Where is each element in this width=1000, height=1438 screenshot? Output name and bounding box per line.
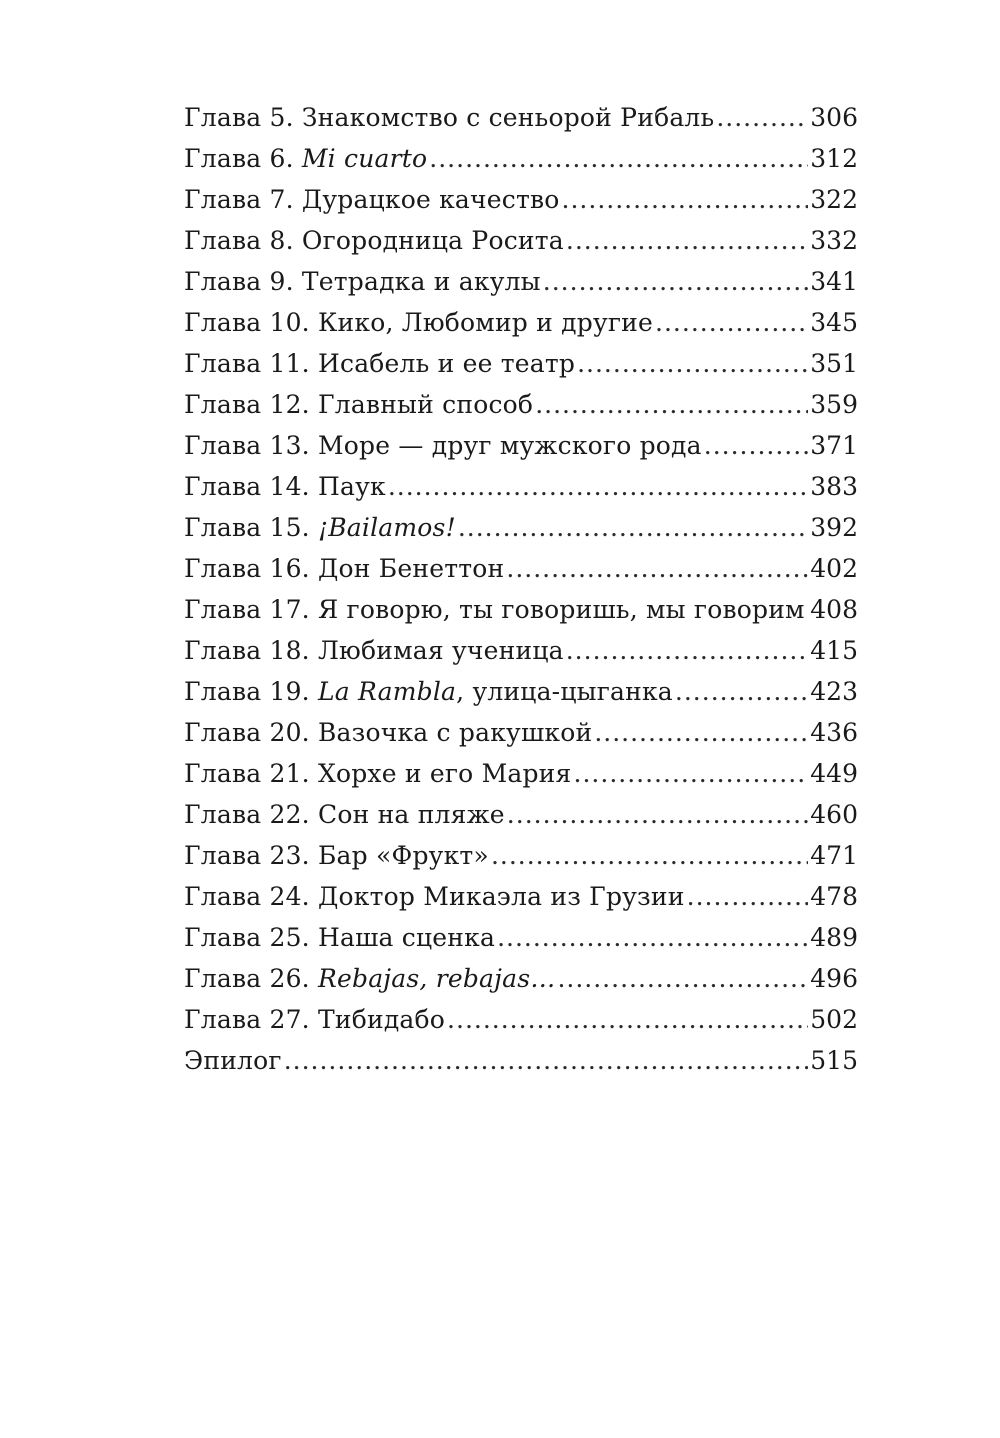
toc-entry-prefix: Глава 14.: [184, 472, 318, 501]
toc-entry-page-number: 371: [810, 431, 858, 460]
toc-entry-prefix: Глава 21.: [184, 759, 318, 788]
toc-entry-name: Вазочка с ракушкой: [317, 718, 593, 747]
toc-entry-prefix: Глава 26.: [184, 964, 318, 993]
toc-entry-page-number: 345: [810, 308, 858, 337]
toc-entry-title: [184, 302, 653, 343]
toc-entry-page-number: 341: [810, 267, 858, 296]
toc-entry-title: [184, 179, 560, 220]
toc-entry-title: [184, 343, 575, 384]
toc-entry-title: [184, 97, 714, 138]
toc-entry-prefix: Глава 11.: [184, 349, 318, 378]
toc-entry-page-number: 515: [810, 1046, 858, 1075]
toc-entry-page-number: 436: [810, 718, 858, 747]
toc-entry: [184, 630, 858, 671]
toc-entry-prefix: Глава 12.: [184, 390, 318, 419]
toc-entry-name: Сон на пляже: [317, 800, 505, 829]
toc-entry-page-number: 402: [810, 554, 858, 583]
dot-leader: [655, 302, 808, 343]
toc-entry-title: [184, 671, 673, 712]
table-of-contents: [184, 97, 858, 1081]
toc-entry-title: [184, 589, 805, 630]
toc-entry-name: La Rambla: [317, 677, 457, 706]
toc-entry-title: [184, 630, 564, 671]
toc-entry-page-number: 502: [810, 1005, 858, 1034]
toc-entry: [184, 261, 858, 302]
dot-leader: [557, 958, 808, 999]
toc-entry-page-number: 449: [810, 759, 858, 788]
toc-entry-page-number: 460: [810, 800, 858, 829]
dot-leader: [566, 630, 809, 671]
toc-entry-name: Кико, Любомир и другие: [317, 308, 654, 337]
toc-entry-name: Mi cuarto: [301, 144, 428, 173]
dot-leader: [535, 384, 808, 425]
toc-entry-prefix: Глава 22.: [184, 800, 318, 829]
toc-entry-prefix: Глава 25.: [184, 923, 318, 952]
dot-leader: [429, 138, 808, 179]
toc-entry-page-number: 312: [810, 144, 858, 173]
toc-entry: [184, 384, 858, 425]
toc-entry-name: Знакомство с сеньорой Рибаль: [301, 103, 715, 132]
toc-entry-name: Дурацкое качество: [301, 185, 560, 214]
toc-entry: [184, 220, 858, 261]
toc-entry-name: Наша сценка: [317, 923, 496, 952]
toc-entry-title: [184, 1040, 282, 1081]
toc-entry-title: [184, 507, 456, 548]
toc-entry-prefix: Глава 7.: [184, 185, 302, 214]
toc-entry-page-number: 351: [810, 349, 858, 378]
toc-entry-name: Доктор Микаэла из Грузии: [317, 882, 685, 911]
toc-entry-title: [184, 261, 541, 302]
dot-leader: [491, 835, 808, 876]
toc-entry-page-number: 423: [810, 677, 858, 706]
dot-leader: [543, 261, 809, 302]
toc-entry-title: [184, 835, 489, 876]
toc-entry: [184, 302, 858, 343]
toc-entry-prefix: Глава 8.: [184, 226, 302, 255]
toc-entry: [184, 1040, 858, 1081]
toc-entry-prefix: Глава 18.: [184, 636, 318, 665]
toc-entry-title: [184, 384, 533, 425]
toc-entry-title: [184, 466, 386, 507]
toc-entry-prefix: Глава 17.: [184, 595, 318, 624]
toc-entry-title: [184, 425, 702, 466]
toc-entry: [184, 753, 858, 794]
toc-entry-prefix: Глава 10.: [184, 308, 318, 337]
toc-entry-page-number: 489: [810, 923, 858, 952]
toc-entry-name: Хорхе и его Мария: [317, 759, 572, 788]
toc-entry: [184, 548, 858, 589]
toc-entry: [184, 179, 858, 220]
toc-entry-page-number: 415: [810, 636, 858, 665]
dot-leader: [675, 671, 808, 712]
toc-entry-page-number: 306: [810, 103, 858, 132]
dot-leader: [704, 425, 809, 466]
toc-entry-title: [184, 712, 592, 753]
dot-leader: [574, 753, 809, 794]
toc-entry-page-number: 471: [810, 841, 858, 870]
toc-entry: [184, 466, 858, 507]
dot-leader: [807, 589, 809, 630]
toc-entry-name: Исабель и ее театр: [317, 349, 576, 378]
toc-entry-prefix: Глава 15.: [184, 513, 318, 542]
toc-entry-name: Главный способ: [317, 390, 534, 419]
toc-entry-title: [184, 753, 572, 794]
dot-leader: [497, 917, 808, 958]
toc-entry: [184, 917, 858, 958]
toc-entry-title: [184, 876, 685, 917]
toc-entry: [184, 138, 858, 179]
toc-entry: [184, 507, 858, 548]
toc-entry-page-number: 322: [810, 185, 858, 214]
toc-entry: [184, 343, 858, 384]
toc-entry-page-number: 359: [810, 390, 858, 419]
toc-entry-title: [184, 794, 505, 835]
dot-leader: [716, 97, 808, 138]
toc-entry-title: [184, 548, 504, 589]
dot-leader: [594, 712, 808, 753]
toc-entry: [184, 589, 858, 630]
toc-entry-suffix: , улица-цыганка: [456, 677, 673, 706]
toc-entry-name: Море — друг мужского рода: [317, 431, 702, 460]
dot-leader: [507, 794, 808, 835]
toc-entry-title: [184, 999, 445, 1040]
toc-entry-prefix: Глава 20.: [184, 718, 318, 747]
toc-entry-name: Дон Бенеттон: [317, 554, 505, 583]
dot-leader: [447, 999, 808, 1040]
toc-entry-name: Паук: [317, 472, 386, 501]
toc-entry: [184, 97, 858, 138]
toc-entry-title: [184, 220, 564, 261]
toc-entry-prefix: Глава 6.: [184, 144, 302, 173]
toc-entry-name: ¡Bailamos!: [317, 513, 456, 542]
toc-entry-prefix: Глава 24.: [184, 882, 318, 911]
toc-entry-page-number: 478: [810, 882, 858, 911]
dot-leader: [566, 220, 808, 261]
dot-leader: [284, 1040, 809, 1081]
toc-entry: [184, 671, 858, 712]
toc-entry-title: [184, 138, 427, 179]
toc-entry-title: [184, 917, 495, 958]
toc-entry: [184, 999, 858, 1040]
toc-entry-prefix: Глава 23.: [184, 841, 318, 870]
toc-entry-page-number: 332: [810, 226, 858, 255]
toc-entry-prefix: Глава 19.: [184, 677, 318, 706]
toc-entry: [184, 835, 858, 876]
dot-leader: [687, 876, 809, 917]
toc-entry-name: Я говорю, ты говоришь, мы говорим: [317, 595, 805, 624]
dot-leader: [458, 507, 808, 548]
toc-entry: [184, 794, 858, 835]
toc-entry: [184, 425, 858, 466]
toc-entry-prefix: Глава 5.: [184, 103, 302, 132]
toc-entry-page-number: 496: [810, 964, 858, 993]
toc-entry-prefix: Глава 13.: [184, 431, 318, 460]
toc-entry-title: [184, 958, 555, 999]
toc-entry: [184, 876, 858, 917]
dot-leader: [577, 343, 808, 384]
toc-entry-name: Тетрадка и акулы: [301, 267, 541, 296]
dot-leader: [388, 466, 808, 507]
toc-entry-name: Огородница Росита: [301, 226, 564, 255]
toc-entry-name: Rebajas, rebajas…: [317, 964, 556, 993]
toc-entry-page-number: 392: [810, 513, 858, 542]
toc-entry-page-number: 383: [810, 472, 858, 501]
dot-leader: [562, 179, 809, 220]
toc-entry: [184, 712, 858, 753]
toc-entry-name: Бар «Фрукт»: [317, 841, 489, 870]
toc-entry-prefix: Глава 9.: [184, 267, 302, 296]
toc-entry-name: Эпилог: [184, 1046, 282, 1075]
dot-leader: [506, 548, 808, 589]
toc-entry-name: Тибидабо: [317, 1005, 446, 1034]
toc-entry-prefix: Глава 27.: [184, 1005, 318, 1034]
toc-entry-page-number: 408: [810, 595, 858, 624]
toc-entry-prefix: Глава 16.: [184, 554, 318, 583]
toc-entry-name: Любимая ученица: [317, 636, 564, 665]
toc-entry: [184, 958, 858, 999]
